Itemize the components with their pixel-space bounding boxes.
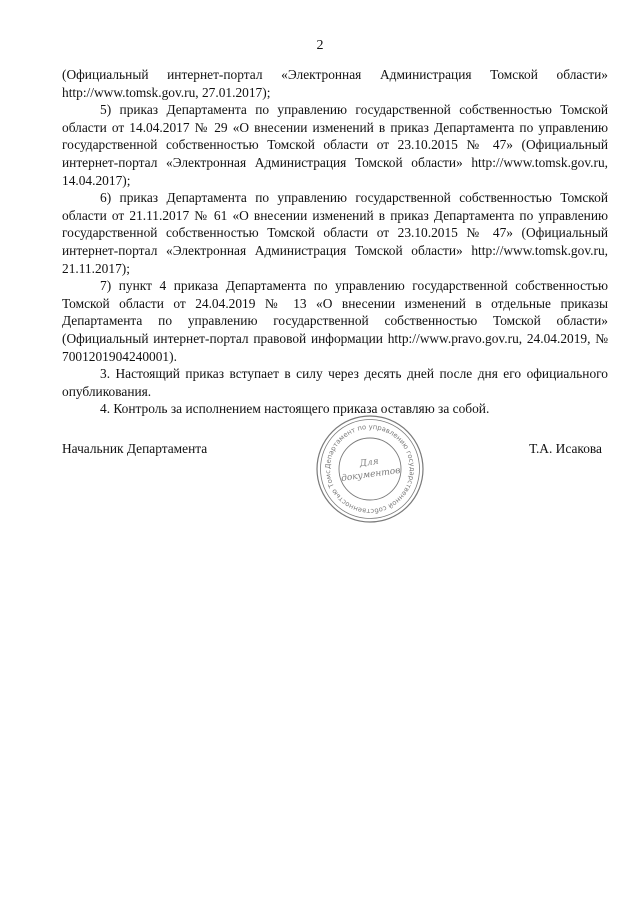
signatory-title: Начальник Департамента [62, 441, 208, 456]
page-number: 2 [316, 38, 324, 53]
seal-outer-ring-inner [321, 420, 420, 519]
signatory-name: Т.А. Исакова [529, 441, 602, 456]
seal-center-line-1: Для [359, 456, 380, 470]
document-body [62, 66, 608, 418]
signature-block [62, 422, 602, 551]
seal-outer-ring [317, 416, 423, 522]
seal-graphic [314, 413, 426, 525]
paragraph-continuation: (Официальный интернет-портал «Электронная Администрация Томской области» http://www.tomsk.gov.ru, 27.01.2017); [62, 67, 608, 100]
paragraph-clause-4: 4. Контроль за исполнением настоящего приказа оставляю за собой. [100, 401, 490, 417]
official-seal [314, 413, 426, 525]
paragraph-item-5: 5) приказ Департамента по управлению государственной собственностью Томской области от 14.04.2017 № 29 «О внесении изменений в приказ Департамента по управлению государственной собственностью Томской области от 23.10.2015 № 47» (Официальный интернет-портал «Электронная Администрация Томской области» http://www.tomsk.gov.ru, 14.04.2017); [62, 102, 608, 188]
seal-center-line-2: документов [340, 465, 402, 485]
seal-ring-text: Департамент по управлению государственной собственностью Томс [323, 422, 417, 516]
paragraph-item-7: 7) пункт 4 приказа Департамента по управлению государственной собственностью Томской области от 24.04.2019 № 13 «О внесении изменений в отдельные приказы Департамента по управлению государственной собственностью Томской области» (Официальный интернет-портал правовой информации http://www.pravo.gov.ru, 24.04.2019, № 7001201904240001). [62, 278, 608, 364]
paragraph-clause-3: 3. Настоящий приказ вступает в силу через десять дней после дня его официального опубликования. [62, 366, 608, 399]
paragraph-item-6: 6) приказ Департамента по управлению государственной собственностью Томской области от 21.11.2017 № 61 «О внесении изменений в приказ Департамента по управлению государственной собственностью Томской области от 23.10.2015 № 47» (Официальный интернет-портал «Электронная Администрация Томской области» http://www.tomsk.gov.ru, 21.11.2017); [62, 190, 608, 276]
